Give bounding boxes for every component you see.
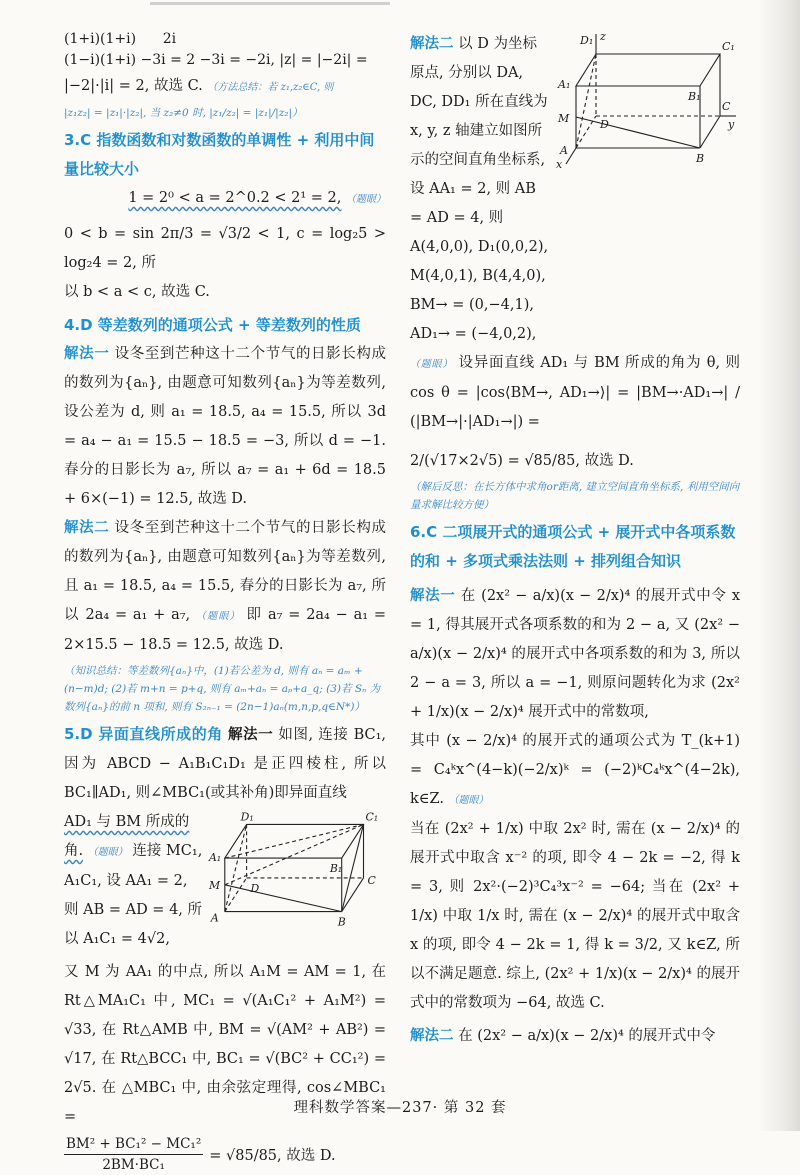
q5-frac-den: 2BM·BC₁ <box>102 1157 165 1173</box>
q5-method2-row <box>410 30 740 349</box>
label-d1: D₁ <box>240 810 254 824</box>
q3-line3: 以 b < a < c, 故选 C. <box>64 284 210 300</box>
coord-label-d1: D₁ <box>580 34 594 47</box>
prism-diag-ad1 <box>225 824 247 911</box>
q6-text2: 其中 (x − 2/x)⁴ 的展开式的通项公式为 T_(k+1) = C₄ᵏx^(4−k)(−2/x)ᵏ = (−2)ᵏC₄ᵏx^(4−2k), k∈Z. <box>410 733 740 807</box>
prism-edge-bc <box>341 878 363 912</box>
coord-label-c: C <box>722 100 731 113</box>
q4-method2-text: 设冬至到芒种这十二个节气的日影长构成的数列为{aₙ}, 由题意可知数列{aₙ}为等差数列, 且 a₁ = 18.5, a₄ = 15.5, 春分的日影长为 a₇, 所以 2a₄ = a₁ + a₇, <box>64 520 387 623</box>
q5-fraction <box>64 1134 386 1175</box>
q4-method2 <box>64 514 386 660</box>
coord-label-b: B <box>696 152 705 165</box>
q5-method2-text2: 设异面直线 AD₁ 与 BM 所成的角为 θ, 则 cos θ = |cos⟨BM→, AD₁→⟩| = |BM→·AD₁→| / (|BM→|·|AD₁→|) = <box>410 355 741 430</box>
q4-method2-label: 解法二 <box>64 520 110 536</box>
right-prism-coordinate-figure <box>550 30 740 170</box>
q5-text2c: 连接 MC₁, A₁C₁, 设 AA₁ = 2, 则 AB = AD = 4, 所以 A₁C₁ = 4√2, <box>64 843 203 947</box>
q2-note-b: |z₁z₂| = |z₁|·|z₂|, 当 z₂≠0 时, |z₁/z₂| = |z₁|/|z₂|） <box>64 107 303 119</box>
coord-top-face <box>576 54 720 86</box>
q6-method1 <box>410 582 740 727</box>
q5-frac-tail: = √85/85, 故选 D. <box>209 1148 336 1164</box>
q3-heading: 3.C 指数函数和对数函数的单调性 + 利用中间量比较大小 <box>64 131 375 178</box>
coord-line-mb <box>576 117 700 148</box>
q4-method1-text: 设冬至到芒种这十二个节气的日影长构成的数列为{aₙ}, 由题意可知数列{aₙ}为等差数列, 设公差为 d, 则 a₁ = 18.5, a₄ = 15.5, 所以 3d = a₄ − a₁ = 15.5 − 18.5 = −3, 所以 d = −1. 春分的日影长为 a₇, 所以 a₇ = a₁ + 6d = 18.5 + 6×(−1) = 12.5, 故选 D. <box>64 346 387 507</box>
q3-line1 <box>64 184 386 214</box>
q5-method2-left-text <box>410 30 550 349</box>
q6-method2-text: 在 (2x² − a/x)(x − 2/x)⁴ 的展开式中令 <box>458 1028 716 1044</box>
q6-method2 <box>410 1022 740 1051</box>
coord-label-c1: C₁ <box>722 40 735 53</box>
q6-heading: 6.C 二项展开式的通项公式 + 展开式中各项系数的和 + 多项式乘法法则 + 排列组合知识 <box>410 523 736 570</box>
q5-text2a: AD₁ 与 BM 所成的 <box>64 814 190 830</box>
q4-heading: 4.D 等差数列的通项公式 + 等差数列的性质 <box>64 316 361 334</box>
q5-text2 <box>64 808 203 954</box>
label-a1: A₁ <box>208 851 221 865</box>
q2-line2 <box>64 72 386 102</box>
label-b: B <box>337 915 346 928</box>
right-column <box>410 30 740 1051</box>
q5-method2-tag: （题眼） <box>410 359 454 370</box>
coord-label-a1: A₁ <box>558 78 571 91</box>
page-edge-shadow <box>758 0 800 1131</box>
label-m: M <box>208 878 220 892</box>
coord-label-d: D <box>600 118 609 131</box>
q5-method2-label: 解法二 <box>410 36 454 52</box>
q5-tag: （题眼） <box>87 847 128 858</box>
coord-label-m: M <box>558 112 570 125</box>
q3-line1-text: 1 = 2⁰ < a = 2^0.2 < 2¹ = 2, <box>128 190 342 206</box>
q2-line2-text: |−2|·|i| = 2, 故选 C. <box>64 78 203 94</box>
q4-method2-text2: 即 a₇ = 2a₄ − a₁ = 2×15.5 − 18.5 = 12.5, 故选 D. <box>64 607 387 653</box>
coord-label-z: z <box>600 30 606 43</box>
q3-tag: （题眼） <box>346 194 386 205</box>
q5-method2-body: 以 D 为坐标原点, 分别以 DA, DC, DD₁ 所在直线为 x, y, z 轴建立如图所示的空间直角坐标系, 设 AA₁ = 2, 则 AB = AD = 4, 则 A(4,0,0), D₁(0,0,2), M(4,0,1), B(4,4,0), BM→ = (0,−4,1), AD₁→ = (−4,0,2), <box>410 36 549 342</box>
coord-diag-ad1 <box>576 54 596 148</box>
q6-tag: （题眼） <box>448 795 489 806</box>
q4-method1-label: 解法一 <box>64 346 110 362</box>
q2-frac-line: (1+i)(1+i) 2i <box>64 31 177 47</box>
prism-line-mb <box>225 885 342 912</box>
q3-line2: 0 < b = sin 2π/3 = √3/2 < 1, c = log₂5 > log₂4 = 2, 所 <box>64 226 386 271</box>
q5-frac-num: BM² + BC₁² − MC₁² <box>64 1134 203 1155</box>
q5-intro <box>64 720 386 808</box>
q6-method2-label: 解法二 <box>410 1028 454 1044</box>
q5-method2-text <box>410 30 550 349</box>
label-c: C <box>367 873 376 887</box>
q2-note-a: （方法总结：若 z₁,z₂∈C, 则 <box>207 82 334 93</box>
coord-label-a: A <box>560 144 568 157</box>
q5-text2b: 角. <box>64 843 84 859</box>
q5-figure-row <box>64 808 386 954</box>
left-prism-figure <box>203 808 386 928</box>
coord-label-x: x <box>556 158 563 170</box>
coord-label-y: y <box>728 118 735 131</box>
label-d: D <box>250 881 259 895</box>
top-rule <box>150 2 390 5</box>
page-footer: 理科数学答案—237· 第 32 套 <box>293 1100 507 1116</box>
prism-line-mc1 <box>225 824 364 884</box>
left-column <box>64 30 386 1175</box>
q5-method2-result: 2/(√17×2√5) = √85/85, 故选 D. <box>410 453 634 469</box>
q5-text3: 又 M 为 AA₁ 的中点, 所以 A₁M = AM = 1, 在 Rt△MA₁C₁ 中, MC₁ = √(A₁C₁² + A₁M²) = √33, 在 Rt△AMB 中, BM = √(AM² + AB²) = √17, 在 Rt△BCC₁ 中, BC₁ = √(BC² + CC₁²) = 2√5. 在 △MBC₁ 中, 由余弦定理得, cos∠MBC₁ = <box>64 964 386 1125</box>
q6-text1: 在 (2x² − a/x)(x − 2/x)⁴ 的展开式中令 x = 1, 得其展开式各项系数的和为 2 − a, 又 (2x² − a/x)(x − 2/x)⁴ 的展开式中各项系数的和为 3, 所以 2 − a = 3, 所以 a = −1, 则原问题转化为求 (2x² + 1/x)(x − 2/x)⁴ 展开式中的常数项, <box>410 588 740 720</box>
q5-frac-block <box>64 1134 203 1175</box>
q4-method1 <box>64 340 386 514</box>
q4-method2-tag: （题眼） <box>195 611 241 622</box>
coord-edge-bc <box>700 116 720 148</box>
q6-text2-row <box>410 727 740 815</box>
label-a: A <box>210 911 219 925</box>
q5-method2-cont <box>410 349 740 437</box>
q6-text3: 当在 (2x² + 1/x) 中取 2x² 时, 需在 (x − 2/x)⁴ 的展开式中取含 x⁻² 的项, 即令 4 − 2k = −2, 得 k = 3, 则 2x²·(−2)³C₄³x⁻² = −64; 当在 (2x² + 1/x) 中取 1/x 时, 需在 (x − 2/x)⁴ 的展开式中取含 x 的项, 即令 4 − 2k = 1, 得 k = 3/2, 又 k∈Z, 所以不满足题意. 综上, (2x² + 1/x)(x − 2/x)⁴ 的展开式中的常数项为 −64, 故选 C. <box>410 821 740 1011</box>
q5-method2-note: （解后反思：在长方体中求角or距离, 建立空间直角坐标系, 利用空间向量求解比较方便） <box>410 481 740 511</box>
prism-line-bc1 <box>341 824 363 911</box>
q4-note: （知识总结：等差数列{aₙ}中，(1)若公差为 d, 则有 aₙ = aₘ + (n−m)d; (2)若 m+n = p+q, 则有 aₘ+aₙ = aₚ+a_q; (3)若 Sₙ 为数列{aₙ}的前 n 项和, 则有 S₂ₙ₋₁ = (2n−1)aₙ(m,n,p,q∈N*)） <box>64 665 381 713</box>
q2-line1: (1−i)(1+i) −3i = 2 −3i = −2i, |z| = |−2i| = <box>64 52 368 68</box>
label-c1: C₁ <box>365 810 378 824</box>
label-b1: B₁ <box>329 861 342 875</box>
q5-heading: 5.D 异面直线所成的角 <box>64 725 223 743</box>
q6-method1-label: 解法一 <box>410 588 456 604</box>
coord-label-b1: B₁ <box>688 90 701 103</box>
q5-method1-label: 解法一 <box>228 727 274 743</box>
q5-text1: 如图, 连接 BC₁, 因为 ABCD − A₁B₁C₁D₁ 是正四棱柱, 所以 BC₁∥AD₁, 则∠MBC₁(或其补角)即异面直线 <box>64 727 387 801</box>
q5-figure-text <box>64 808 203 954</box>
